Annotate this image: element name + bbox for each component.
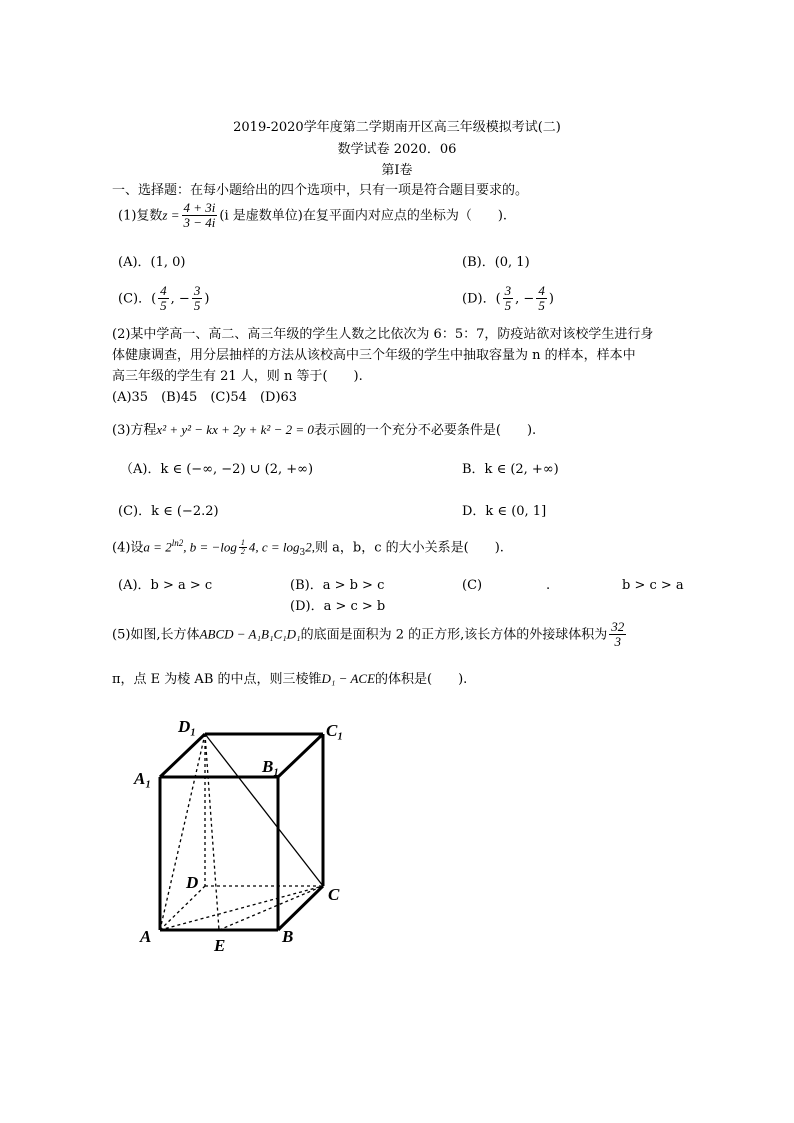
q4-expr-c: 4, c = log [248, 539, 300, 555]
q4-expr-d: 2, [305, 539, 316, 555]
question-4 [112, 538, 504, 559]
line-e-c [219, 886, 323, 930]
q5-tetrahedron: D₁ − ACE [321, 671, 376, 686]
q5-line2-suffix: 的体积是( ). [375, 672, 468, 687]
label-b1: B₁ [262, 757, 280, 776]
line-d1-e [205, 734, 219, 930]
q5-volume-fraction [609, 620, 626, 650]
volume-label: 第Ⅰ卷 [381, 163, 413, 178]
q3-prefix: (3)方程 [112, 423, 157, 438]
q2-line-3: 高三年级的学生有 21 人，则 n 等于( ). [112, 369, 363, 384]
label-a: A [140, 927, 152, 946]
q1-option-c [118, 284, 209, 314]
q1-option-c-frac1 [158, 284, 169, 314]
q1-option-c-label: (C)．( [118, 291, 157, 307]
q5-prefix: (5)如图,长方体 [112, 627, 200, 643]
q1-c-den2: 5 [193, 298, 201, 314]
q3-option-b: B．k ∈ (2, +∞) [462, 462, 559, 477]
q3-equation: x² + y² − kx + 2y + k² − 2 = 0 [156, 422, 314, 437]
q1-option-b: (B)．(0, 1) [462, 255, 530, 270]
q1-d-mid: , − [515, 291, 535, 307]
q1-option-d-frac2 [536, 284, 547, 314]
q5-middle: 的底面是面积为 2 的正方形,该长方体的外接球体积为 [300, 627, 608, 643]
q4-option-c-label: (C) [462, 578, 483, 593]
label-e: E [214, 936, 226, 955]
label-c1: C₁ [326, 721, 344, 740]
q5-line2-prefix: π，点 E 为棱 AB 的中点，则三棱锥 [112, 672, 322, 687]
label-d: D [186, 873, 199, 892]
q4-option-a: (A)．b > a > c [118, 578, 213, 593]
edge-a-d-hidden [160, 886, 205, 930]
q5-volume-num: 32 [611, 619, 625, 634]
q1-c-num2: 3 [193, 283, 201, 298]
q1-d-end: ) [548, 291, 554, 307]
q1-numerator: 4 + 3i [183, 200, 216, 215]
line-d1-a [160, 734, 205, 930]
edge-a1-d1 [160, 734, 205, 777]
q1-d-den1: 5 [504, 298, 512, 314]
q4-option-c-dot: . [546, 578, 551, 593]
q2-line-1: (2)某中学高一、高二、高三年级的学生人数之比依次为 6：5：7，防疫站欲对该校学生进行身 [112, 327, 654, 342]
q1-d-num2: 4 [538, 283, 545, 298]
q2-options: (A)35 (B)45 (C)54 (D)63 [112, 390, 298, 405]
q1-option-a: (A)．(1, 0) [118, 255, 186, 270]
q1-c-num1: 4 [160, 283, 167, 298]
label-a1: A₁ [134, 769, 152, 788]
q3-option-a: （A)．k ∈ (−∞, −2) ∪ (2, +∞) [120, 462, 314, 477]
q5-volume-den: 3 [614, 634, 621, 650]
q1-option-c-frac2 [192, 284, 203, 314]
q4-base-num: 1 [240, 537, 245, 547]
q1-option-d-frac1 [503, 284, 514, 314]
section-heading: 一、选择题：在每小题给出的四个选项中，只有一项是符合题目要求的。 [112, 183, 529, 198]
q3-option-c: (C)．k ∈ (−2.2) [118, 504, 219, 519]
prism-figure [130, 712, 360, 957]
edge-b1-c1 [278, 734, 323, 777]
q4-log-base-3: 3 [299, 547, 306, 558]
q4-prefix: (4)设 [112, 540, 144, 556]
q2-line-2: 体健康调查，用分层抽样的方法从该校高中三个年级的学生中抽取容量为 n 的样本，样本中 [112, 348, 636, 363]
exam-subtitle: 数学试卷 2020．06 [337, 142, 457, 157]
q4-suffix: 则 a，b，c 的大小关系是( ). [315, 540, 504, 556]
q4-exponent: ln2 [171, 538, 184, 548]
label-b: B [282, 927, 294, 946]
q1-c-den1: 5 [160, 298, 167, 314]
q4-option-b: (B)．a > b > c [290, 578, 385, 593]
question-5 [112, 620, 628, 650]
q1-c-end: ) [204, 291, 210, 307]
q4-base-den: 2 [240, 547, 245, 557]
q1-c-mid: , − [170, 291, 190, 307]
q1-var: z = [162, 207, 180, 223]
question-3 [112, 422, 536, 439]
q4-option-d: (D)．a > c > b [290, 599, 386, 614]
exam-title: 2019-2020学年度第二学期南开区高三年级模拟考试(二) [233, 120, 561, 135]
q3-option-d: D．k ∈ (0, 1] [462, 504, 547, 519]
q5-line-2 [112, 671, 467, 688]
question-1 [118, 201, 507, 231]
q1-suffix: (i 是虚数单位)在复平面内对应点的坐标为（ ). [219, 208, 508, 224]
q1-denominator: 3 − 4i [183, 215, 216, 231]
q1-fraction [182, 201, 218, 231]
q4-expr-b: , b = −log [183, 539, 237, 555]
q4-option-c-expr: b > c > a [622, 578, 684, 593]
label-c: C [328, 885, 340, 904]
label-d1: D₁ [178, 717, 197, 736]
q1-d-num1: 3 [504, 283, 512, 298]
q1-prefix: (1)复数 [118, 208, 163, 224]
q4-log-base-fraction [239, 539, 247, 558]
q3-suffix: 表示圆的一个充分不必要条件是( ). [313, 423, 537, 438]
q1-d-den2: 5 [538, 298, 545, 314]
q4-expr-a: a = 2 [143, 539, 172, 555]
q1-option-d [462, 284, 554, 314]
q1-option-d-label: (D)．( [462, 291, 501, 307]
q5-solid-name: ABCD − A₁B₁C₁D₁ [199, 626, 301, 642]
